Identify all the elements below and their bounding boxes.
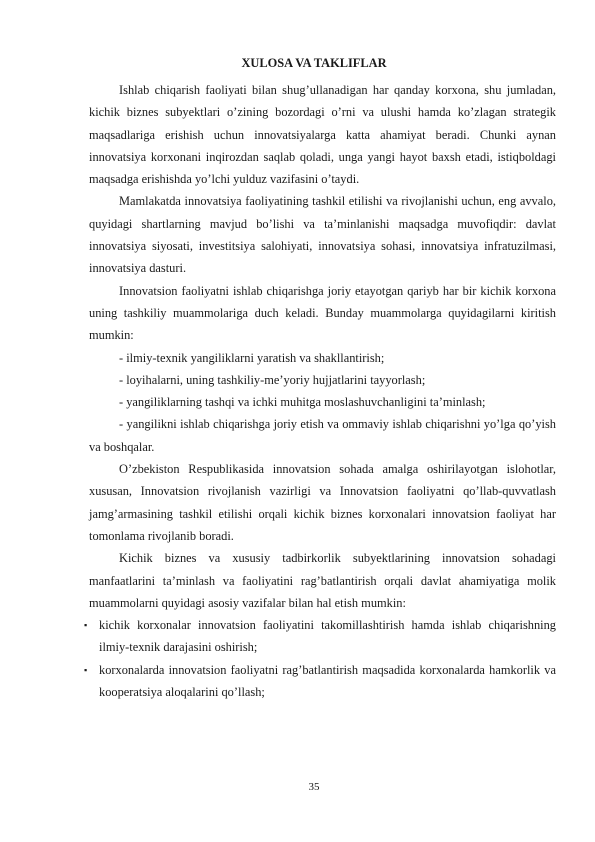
dash-item-3: - yangiliklarning tashqi va ichki muhitga moslashuvchanligini ta’minlash; [119,395,486,410]
paragraph-4: O’zbekiston Respublikasida innovatsion sohada amalga oshirilayotgan islohotlar, xususan, Innovatsion rivojlanish vazirligi va Innovatsion faoliyatni qo’llab-quvvatlash jamg’armasining tashkil etilishi orqali kichik biznes korxonalari innovatsion faoliyat har tomonlama rivojlanib boradi. [89,462,556,543]
page-number: 35 [308,781,320,793]
bullet-item-2 [84,659,556,704]
square-bullet-icon: ▪ [84,664,88,675]
dash-item-2: - loyihalarni, uning tashkiliy-me’yoriy hujjatlarini tayyorlash; [119,372,426,387]
paragraph-3: Innovatsion faoliyatni ishlab chiqarishga joriy etayotgan qariyb har bir kichik korxona uning tashkiliy muammolariga duch keladi. Bunday muammolarga quyidagilarni kiritish mumkin: [89,283,556,343]
paragraph-1: Ishlab chiqarish faoliyati bilan shug’ullanadigan har qanday korxona, shu jumladan, kichik biznes subyektlari o’zining bozordagi o’rni va ulushi hamda ko’zlagan strategik maqsadlariga erishish uchun innovatsiyalarga katta ahamiyat beradi. Chunki aynan innovatsiya korxonani inqirozdan saqlab qoladi, unga yangi hayot baxsh etadi, istiqboldagi maqsadga erishishda yo’lchi yulduz vazifasini o’taydi. [89,83,556,187]
paragraph-2: Mamlakatda innovatsiya faoliyatining tashkil etilishi va rivojlanishi uchun, eng avvalo, quyidagi shartlarning mavjud bo’lishi va ta’minlanishi maqsadga muvofiqdir: davlat innovatsiya siyosati, investitsiya salohiyati, innovatsiya sohasi, innovatsiya infratuzilmasi, innovatsiya dasturi. [89,194,556,276]
section-title: XULOSA VA TAKLIFLAR [241,56,387,70]
bullet-item-1 [84,614,556,659]
square-bullet-icon: ▪ [84,620,88,631]
paragraph-5: Kichik biznes va xususiy tadbirkorlik subyektlarining innovatsion sohadagi manfaatlarini ta’minlash va faoliyatini rag’batlantirish orqali davlat ahamiyatiga molik muammolarni quyidagi asosiy vazifalar bilan hal etish mumkin: [89,551,556,610]
bullet-list [84,614,556,703]
bullet-text-2: korxonalarda innovatsion faoliyatni rag’batlantirish maqsadida korxonalarda hamkorlik va kooperatsiya aloqalarini qo’llash; [99,662,556,700]
dash-item-4: - yangilikni ishlab chiqarishga joriy etish va ommaviy ishlab chiqarishni yo’lga qo’yish va boshqalar. [89,417,556,454]
dash-item-1: - ilmiy-texnik yangiliklarni yaratish va shakllantirish; [119,350,385,365]
document-body [84,79,556,703]
bullet-text-1: kichik korxonalar innovatsion faoliyatini takomillashtirish hamda ishlab chiqarishning ilmiy-texnik darajasini oshirish; [99,618,556,655]
